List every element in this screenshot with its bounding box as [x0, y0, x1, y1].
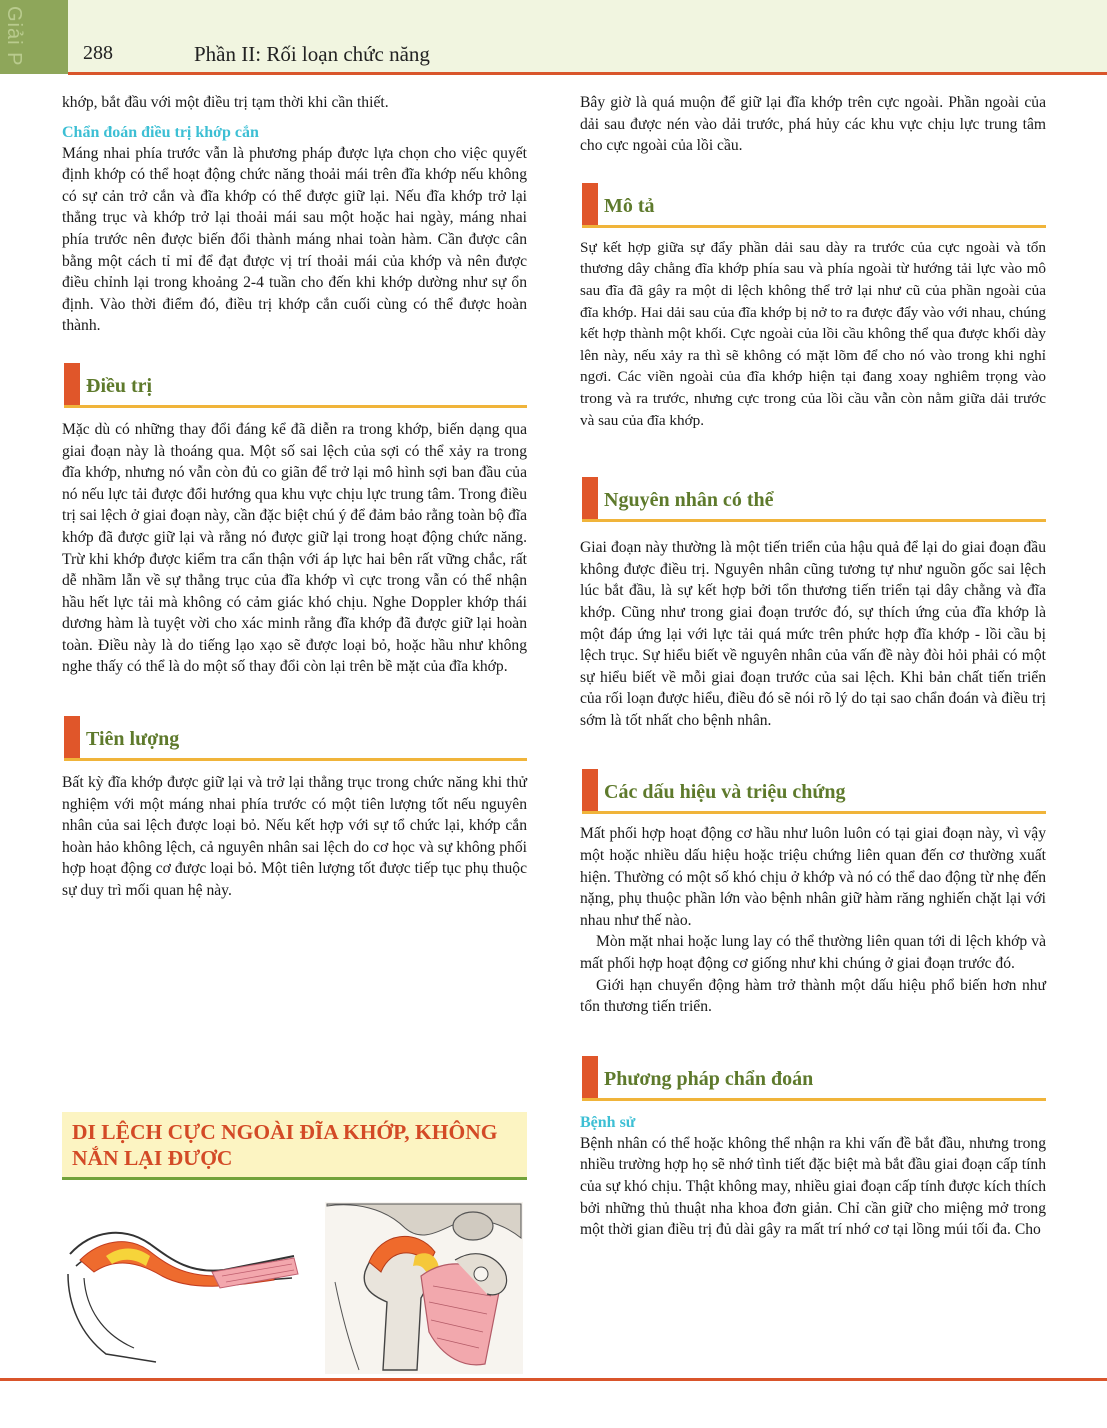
section-heading-causes [580, 475, 1046, 523]
section-rule [582, 1098, 1046, 1101]
section-heading-signs [580, 767, 1046, 815]
section-heading-prognosis [62, 714, 527, 762]
right-paragraph-1: Sự kết hợp giữa sự đẩy phần dải sau dày ra trước của cực ngoài và tổn thương dây chằng đĩa khớp phía sau và phía ngoài từ hướng tải lực vào mô sau đĩa đã gây ra một di lệch không thể trở lại như cũ của phần ngoài của đĩa khớp. Hai dải sau của đĩa khớp bị nở to ra được đẩy vào với nhau, chúng kết hợp thành một khối. Cực ngoài của lồi cầu không thể qua được khối dày lên này, nếu xảy ra thì sẽ không có mặt lõm để cho nó vào trong khi nghỉ ngơi. Các viền ngoài của đĩa khớp hiện tại đang xoay nghiêm trọng vào trong và ra trước, nhưng cực trong của lồi cầu vẫn còn nằm giữa dải trước và sau của đĩa khớp. [580, 238, 1046, 429]
side-tab [0, 0, 68, 74]
section-title: Điều trị [86, 374, 153, 397]
section-rule [64, 758, 527, 761]
section-accent-bar [582, 183, 598, 225]
right-paragraph-6: Bệnh nhân có thể hoặc không thể nhận ra khi vấn đề bắt đầu, nhưng trong nhiều trường hợp họ sẽ nhớ tình tiết đặc biệt mà bắt đầu giai đoạn cấp tính của sự khó chịu. Thật không may, nhiều giai đoạn cấp tính được kích thích bởi những thủ thuật nha khoa đơn giản. Chỉ cần giữ cho miệng mở trong một thời gian điều trị đủ dài gây ra mất trí nhớ cơ tại lồng múi tối đa. Cho [580, 1134, 1046, 1239]
section-accent-bar [582, 1056, 598, 1098]
section-title: Phương pháp chẩn đoán [604, 1067, 814, 1090]
disc-cross-section-illustration [62, 1214, 302, 1364]
left-intro: khớp, bắt đầu với một điều trị tạm thời khi cần thiết. [62, 94, 389, 111]
running-head: Phần II: Rối loạn chức năng [194, 42, 430, 66]
right-paragraph-2: Giai đoạn này thường là một tiến triển của hậu quả để lại do giai đoạn đầu không được điều trị. Nguyên nhân cũng tương tự như nguồn gốc sai lệch lúc bắt đầu, là sự kết hợp bởi tổn thương tiến triển tại dây chằng và đĩa khớp. Cũng như trong giai đoạn trước đó, sự thích ứng của đĩa khớp là một đáp ứng lại với lực tải quá mức trên phức hợp đĩa khớp - lồi cầu bị lệch trục. Sự hiểu biết về nguyên nhân của vấn đề này đòi hỏi phải có một sự hiểu biết về mỗi giai đoạn trước của sai lệch. Khi bản chất tiến triển của rối loạn được hiểu, điều đó sẽ nói rõ lý do tại sao chẩn đoán và điều trị sớm là tốt nhất cho bệnh nhân. [580, 539, 1046, 729]
section-title: Các dấu hiệu và triệu chứng [604, 781, 846, 804]
left-paragraph-2: Mặc dù có những thay đổi đáng kể đã diễn ra trong khớp, biến dạng qua giai đoạn này là thoáng qua. Một số sai lệch của sợi có thể xảy ra trong đĩa khớp, nhưng nó vẫn còn đủ co giãn để trở lại mô hình sợi ban đầu của nó nếu lực tải được đổi hướng qua khu vực chịu lực trung tâm. Trong điều trị sai lệch ở giai đoạn này, cần đặc biệt chú ý để đảm bảo rằng toàn bộ đĩa khớp đã được giữ lại và rằng nó được giữ lại trong hoạt động chức năng. Trừ khi khớp được kiểm tra cẩn thận với áp lực hai bên rất vững chắc, rất dễ nhầm lẫn về sự thẳng trục của đĩa khớp vì cực trong vẫn có thể nhận hầu hết lực tải mà không có cảm giác khó chịu. Nghe Doppler khớp thái dương hàm là tuyệt vời cho xác minh rằng đĩa khớp đã được giữ lại hoàn toàn. Điều này là do tiếng lạo xạo sẽ được loại bỏ, hoặc hầu như không nghe thấy có thể là do một số thay đổi còn lại trên bề mặt của đĩa khớp. [62, 420, 527, 676]
section-accent-bar [582, 769, 598, 811]
right-paragraph-3: Mất phối hợp hoạt động cơ hầu như luôn luôn có tại giai đoạn này, vì vậy một hoặc nhiều dấu hiệu hoặc triệu chứng liên quan đến cơ thường xuất hiện. Thường có một số khó chịu ở khớp và nó có thể dao động từ nhẹ đến nặng, phụ thuộc phần lớn vào bệnh nhân giữ hàm răng nghiến chặt lại với nhau như thế nào. [580, 825, 1046, 929]
section-heading-diagnosis [580, 1054, 1046, 1102]
right-column [580, 92, 1046, 1241]
chapter-banner [62, 1112, 527, 1180]
footer-rule [0, 1378, 1107, 1381]
section-title: Nguyên nhân có thể [604, 489, 774, 512]
subhead-occlusal-treatment: Chẩn đoán điều trị khớp cắn [62, 123, 259, 141]
left-paragraph-1: Máng nhai phía trước vẫn là phương pháp được lựa chọn cho việc quyết định khớp có thể hoạt động chức năng thoải mái trên đĩa khớp nếu không có sự cản trở cắn và đĩa khớp có thể được giữ lại. Nếu đĩa khớp trở lại thẳng trục và khớp trở lại thoải mái sau một hoặc hai ngày, máng nhai phía trước nên được biến đổi thành máng nhai toàn hàm. Cần được cân bằng một cách tỉ mỉ để đạt được vị trí thoải mái của khớp và nên được điều chỉnh lại trong khoảng 2-4 tuần cho đến khi khớp dường như sự ổn định. Vào thời điểm đó, điều trị khớp cắn cuối cùng có thể được hoàn thành. [62, 144, 527, 335]
section-accent-bar [64, 363, 80, 405]
tmj-anatomy-illustration [325, 1202, 523, 1374]
section-title: Mô tả [604, 194, 655, 217]
subhead-history: Bệnh sử [580, 1113, 636, 1131]
header-rule [68, 72, 1107, 75]
right-paragraph-4: Mòn mặt nhai hoặc lung lay có thể thường liên quan tới di lệch khớp và mất phối hợp hoạt động cơ giống như khi chúng ở giai đoạn trước đó. [580, 933, 1046, 973]
left-column [62, 92, 527, 902]
section-rule [582, 225, 1046, 228]
side-tab-label: Giải P [3, 6, 25, 67]
section-heading-description [580, 181, 1046, 229]
section-rule [64, 405, 527, 408]
section-accent-bar [64, 716, 80, 758]
section-title: Tiên lượng [86, 728, 180, 751]
section-heading-treatment [62, 361, 527, 409]
banner-title: DI LỆCH CỰC NGOÀI ĐĨA KHỚP, KHÔNG NẮN LẠI ĐƯỢC [72, 1120, 498, 1170]
section-rule [582, 811, 1046, 814]
page-number: 288 [83, 42, 113, 64]
left-paragraph-3: Bất kỳ đĩa khớp được giữ lại và trở lại thẳng trục trong chức năng khi thử nghiệm với một máng nhai phía trước có một tiên lượng tốt nếu nguyên nhân của sai lệch được loại bỏ. Nếu kết hợp với sự tổ chức lại, khớp cắn hoàn hảo không lệch, cả nguyên nhân sai lệch do cơ học và sự không phối hợp hoạt động cơ được loại bỏ. Một tiên lượng tốt được tiếp tục phụ thuộc sự duy trì mối quan hệ này. [62, 774, 527, 900]
right-paragraph-5: Giới hạn chuyển động hàm trở thành một dấu hiệu phổ biến hơn như tổn thương tiến triển. [580, 976, 1046, 1016]
section-rule [582, 519, 1046, 522]
section-accent-bar [582, 477, 598, 519]
right-intro: Bây giờ là quá muộn để giữ lại đĩa khớp trên cực ngoài. Phần ngoài của dải sau được nén vào dải trước, phá hủy các khu vực chịu lực trung tâm cho cực ngoài của lồi cầu. [580, 94, 1046, 155]
